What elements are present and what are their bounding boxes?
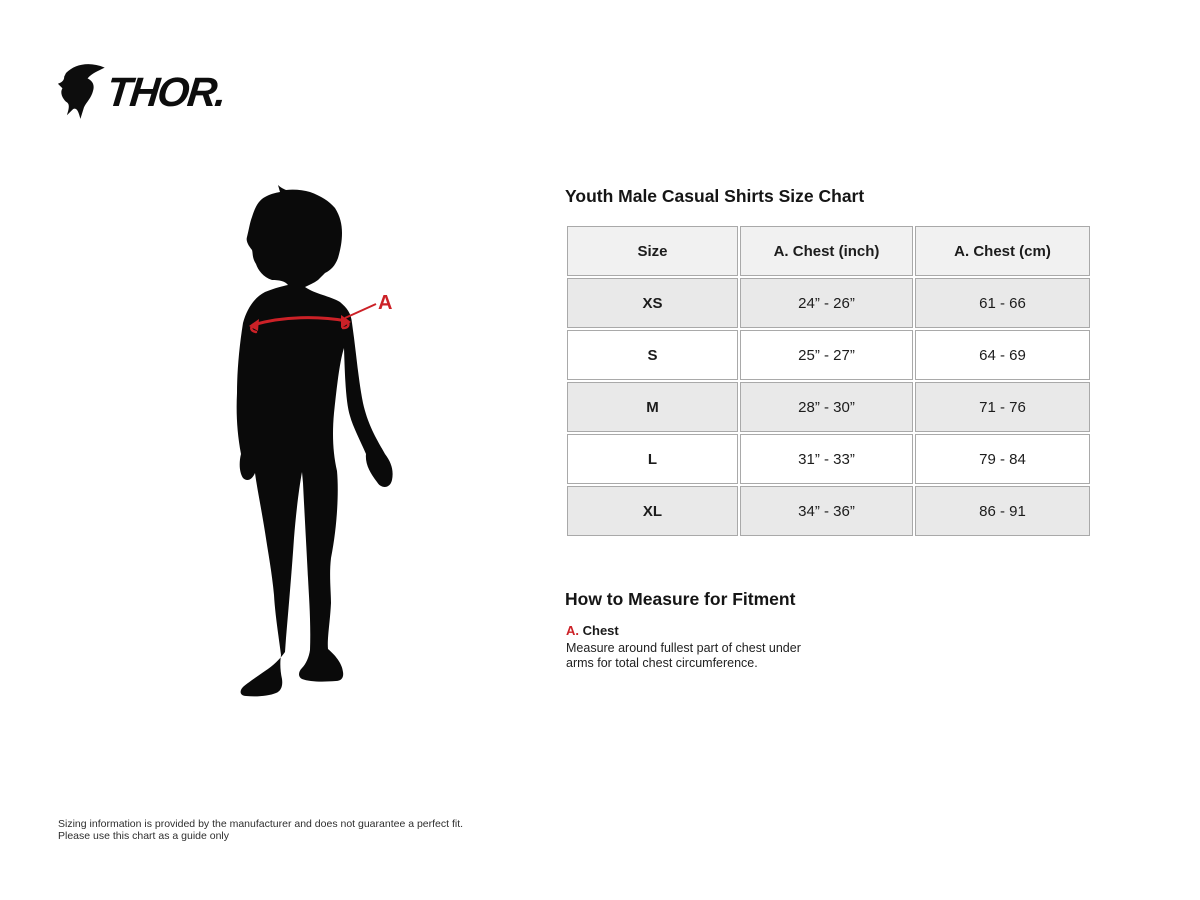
cell-size: M	[567, 382, 738, 432]
cell-size: XS	[567, 278, 738, 328]
brand-wordmark: THOR.	[104, 69, 227, 115]
cell-size: L	[567, 434, 738, 484]
measure-section-heading: How to Measure for Fitment	[565, 589, 796, 609]
column-header-chest-cm: A. Chest (cm)	[915, 226, 1090, 276]
cell-size: XL	[567, 486, 738, 536]
disclaimer-line-1: Sizing information is provided by the manufacturer and does not guarantee a perfect fit.	[58, 818, 464, 830]
measure-item-key: A.	[566, 623, 579, 638]
table-row	[567, 330, 1090, 380]
size-chart-table	[565, 224, 1092, 538]
cell-chest-inch: 24” - 26”	[740, 278, 913, 328]
thor-goat-head-icon	[57, 60, 111, 122]
table-row	[567, 434, 1090, 484]
table-row	[567, 278, 1090, 328]
disclaimer-text	[58, 818, 463, 842]
column-header-chest-inch: A. Chest (inch)	[740, 226, 913, 276]
measure-item-label: Chest	[582, 623, 619, 638]
table-row	[567, 382, 1090, 432]
table-header-row	[567, 226, 1090, 276]
size-chart-title: Youth Male Casual Shirts Size Chart	[565, 186, 865, 206]
measure-item-title	[566, 623, 619, 638]
cell-chest-cm: 61 - 66	[915, 278, 1090, 328]
child-silhouette	[195, 182, 465, 712]
chest-marker-label: A	[378, 292, 393, 314]
cell-chest-inch: 34” - 36”	[740, 486, 913, 536]
cell-chest-cm: 79 - 84	[915, 434, 1090, 484]
column-header-size: Size	[567, 226, 738, 276]
brand-logo	[57, 58, 287, 122]
cell-chest-inch: 28” - 30”	[740, 382, 913, 432]
cell-chest-cm: 86 - 91	[915, 486, 1090, 536]
cell-chest-cm: 64 - 69	[915, 330, 1090, 380]
measurement-diagram	[195, 182, 465, 712]
cell-size: S	[567, 330, 738, 380]
table-row	[567, 486, 1090, 536]
cell-chest-cm: 71 - 76	[915, 382, 1090, 432]
cell-chest-inch: 31” - 33”	[740, 434, 913, 484]
measure-item-description: Measure around fullest part of chest under arms for total chest circumference.	[566, 641, 801, 670]
cell-chest-inch: 25” - 27”	[740, 330, 913, 380]
disclaimer-line-2: Please use this chart as a guide only	[58, 830, 230, 842]
